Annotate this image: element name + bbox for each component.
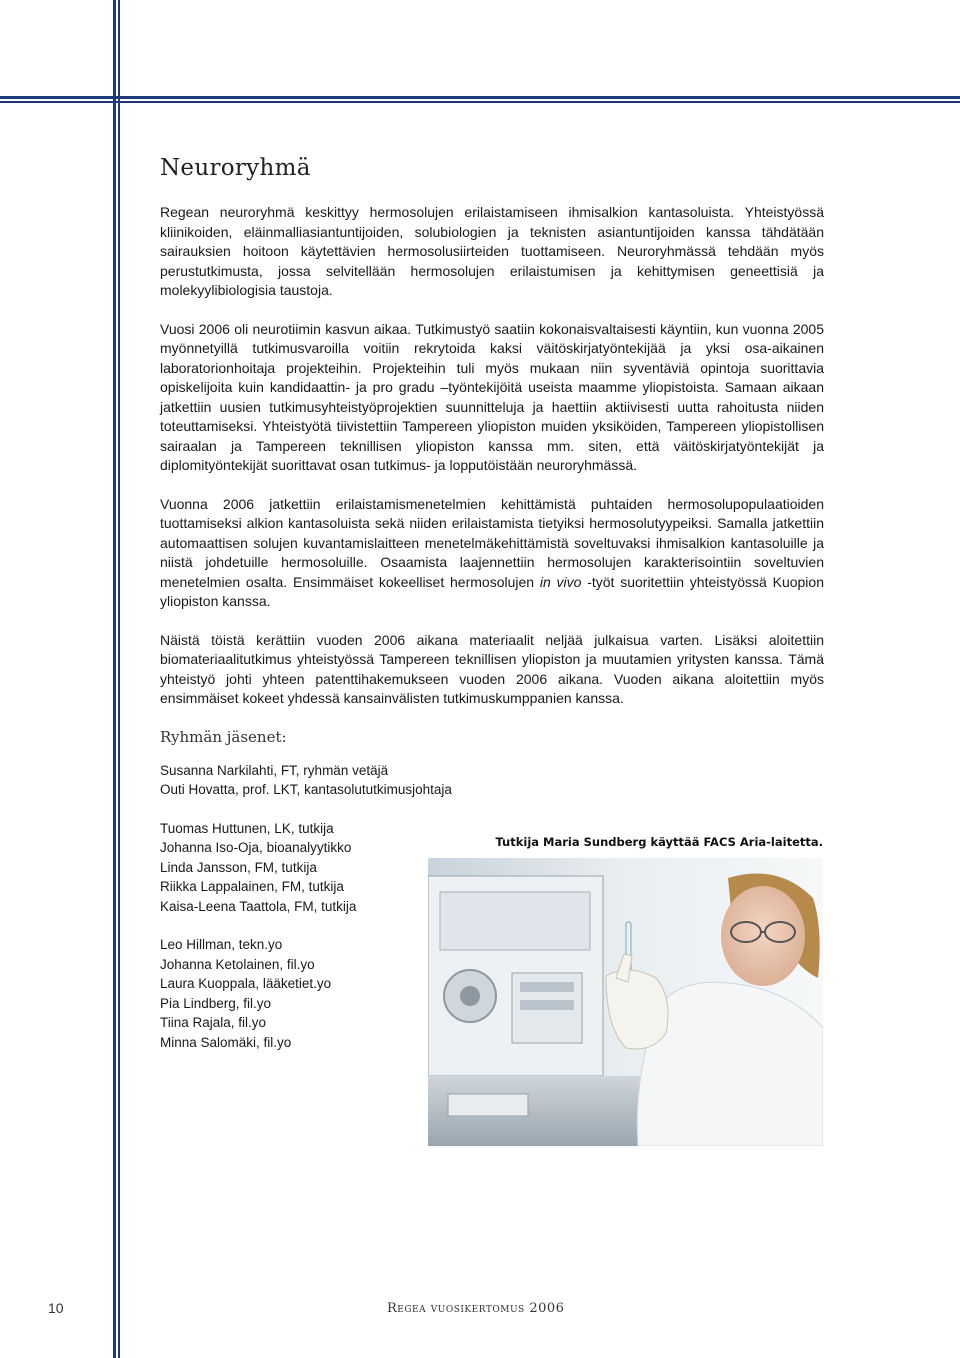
member-row: Minna Salomäki, fil.yo [160,1034,292,1050]
paragraph-methods-part1: Vuonna 2006 jatkettiin erilaistamismenetelmien kehittämistä puhtaiden hermosolupopulaatioiden tuottamiseksi alkion kantasoluista sekä niiden erilaistamista tietyiksi hermosolutyypeiksi. Samalla jatkettiin automaattisen solujen kuvantamislaitteen menetelmäkehittämistä soveltuvaksi ihmisalkion kantasoluille ja niistä johdetuille hermosoluille. Osaamista laajennettiin hermosolujen karakterisointiin soveltuvien menetelmien osalta. Ensimmäiset kokeelliset hermosolujen [160,495,824,590]
frame-horizontal-line [0,96,960,103]
member-row: Tuomas Huttunen, LK, tutkija [160,820,334,836]
member-row: Pia Lindberg, fil.yo [160,995,272,1011]
paragraph-methods-italic: in vivo [539,573,582,590]
publication-title: Regea vuosikertomus 2006 [387,1301,565,1316]
members-heading: Ryhmän jäsenet: [160,727,287,746]
paragraph-methods [160,495,824,612]
page-number: 10 [48,1300,64,1316]
frame-vertical-line [113,0,120,1358]
member-group-leaders [160,761,824,800]
member-row: Tiina Rajala, fil.yo [160,1015,267,1030]
member-row: Leo Hillman, tekn.yo [160,937,283,952]
lab-photo [428,858,823,1146]
member-row: Kaisa-Leena Taattola, FM, tutkija [160,898,357,914]
paragraph-2006-growth: Vuosi 2006 oli neurotiimin kasvun aikaa. Tutkimustyö saatiin kokonaisvaltaisesti käyntiin, kun vuonna 2005 myönnetyillä tutkimusvaroilla voitiin rekrytoida kaksi väitöskirjatyöntekijää ja yksi osa-aikainen laboratorionhoitaja projekteihin. Projekteihin tuli myös mukaan niin syventäviä opintoja suorittavia opiskelijoita kuin kandidaattin- ja pro gradu –työntekijöitä useista maamme yliopistoista. Samaan aikaan jatkettiin uusien tutkimusyhteistyöprojektien suunnitteluja ja haettiin aktiivisesti uutta rahoitusta niiden toteuttamiseksi. Yhteistyötä tiivistettiin Tampereen yliopiston muiden yksiköiden, Tampereen yliopistollisen sairaalan ja Tampereen teknillisen yliopiston kanssa mm. siten, että väitöskirjatyöntekijät ja diplomityöntekijät suorittavat osan tutkimus- ja lopputöistään neuroryhmässä. [160,320,824,473]
member-row: Linda Jansson, FM, tutkija [160,859,317,875]
paragraph-intro: Regean neuroryhmä keskittyy hermosolujen erilaistamiseen ihmisalkion kantasoluista. Yhteistyössä kliinikoiden, eläinmalliasiantuntijoiden, solubiologien ja teknisten asiantuntijoiden kanssa tähdätään sairauksien hoitoon käytettävien hermosolusiirteiden tuottamiseen. Neuroryhmässä tehdään myös perustutkimusta, jossa selvitellään hermosolujen erilaistumisen ja kehittymisen geneettisiä ja molekyylibiologisia taustoja. [160,204,824,298]
member-row: Johanna Iso-Oja, bioanalyytikko [160,840,352,855]
paragraph-methods-part2: -työt suoritettiin yhteistyössä Kuopion yliopiston kanssa. [160,573,824,609]
member-row: Laura Kuoppala, lääketiet.yo [160,976,332,991]
member-row: Johanna Ketolainen, fil.yo [160,956,315,972]
figure-caption: Tutkija Maria Sundberg käyttää FACS Aria-laitetta. [495,835,823,849]
member-row: Susanna Narkilahti, FT, ryhmän vetäjä [160,762,389,778]
member-row: Riikka Lappalainen, FM, tutkija [160,879,344,894]
figure [428,835,823,1146]
member-row: Outi Hovatta, prof. LKT, kantasolututkimusjohtaja [160,782,452,797]
paragraph-publications: Näistä töistä kerättiin vuoden 2006 aikana materiaalit neljää julkaisua varten. Lisäksi aloitettiin biomateriaalitutkimus yhteistyössä Tampereen teknillisen yliopiston ja muutamien yritysten kanssa. Tämä yhteistyö johti yhteen patenttihakemukseen vuoden 2006 aikana. Vuoden aikana aloitettiin myös ensimmäiset kokeet yhdessä kansainvälisten tutkimuskumppanien kanssa. [160,631,824,706]
page-title: Neuroryhmä [160,155,311,181]
